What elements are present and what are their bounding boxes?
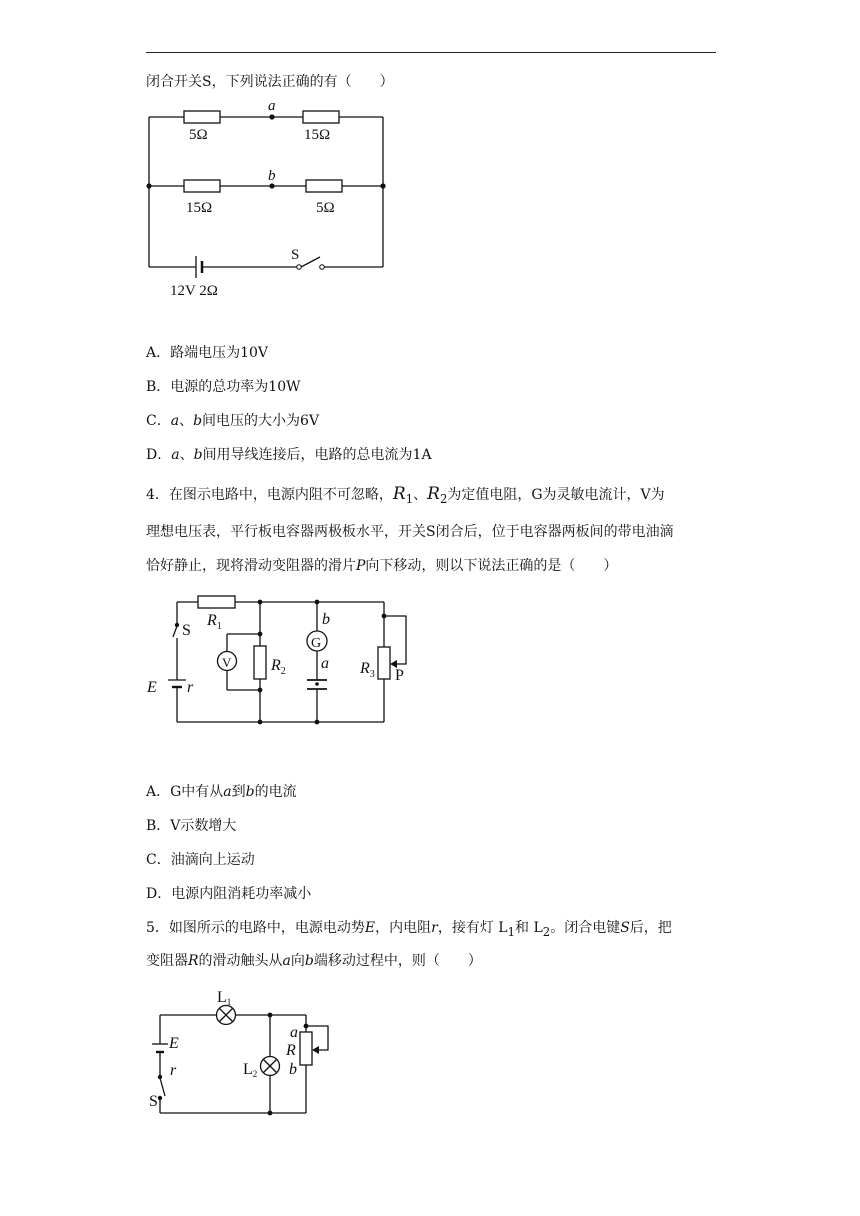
q3-node-b: b <box>268 168 276 184</box>
q3-option-a: A．路端电压为10V <box>146 345 269 361</box>
q3-circuit-figure <box>140 96 400 306</box>
header-rule <box>146 52 716 53</box>
q5-label-l2: L2 <box>243 1061 258 1079</box>
q4-label-s: S <box>182 622 191 639</box>
q5-label-s: S <box>149 1093 158 1110</box>
q3-r-top-right: 15Ω <box>304 127 331 143</box>
q3-battery-label: 12V 2Ω <box>170 283 218 299</box>
q4-stem-line3: 恰好静止，现将滑动变阻器的滑片P向下移动，则以下说法正确的是（ ） <box>146 558 618 574</box>
q4-label-r2: $R_2$ <box>271 657 286 677</box>
q5-circuit-figure <box>140 988 350 1128</box>
q3-option-c: C．a、b间电压的大小为6V <box>146 413 320 429</box>
q5-label-l1: L1 <box>217 989 232 1007</box>
q4-label-r1: $R_1$ <box>207 612 222 632</box>
q4-stem-line2: 理想电压表，平行板电容器两极板水平，开关S闭合后，位于电容器两板间的带电油滴 <box>146 524 674 540</box>
q4-label-r: r <box>187 679 194 696</box>
q5-label-r: r <box>170 1062 177 1079</box>
q4-galvanometer-g: G <box>311 636 322 651</box>
q3-option-b: B．电源的总功率为10W <box>146 379 301 395</box>
q4-option-c: C．油滴向上运动 <box>146 852 255 868</box>
q4-label-p: P <box>395 667 404 684</box>
q3-node-a: a <box>268 98 276 114</box>
q4-label-b: b <box>322 611 330 628</box>
q4-option-b: B．V示数增大 <box>146 818 237 834</box>
q5-label-a: a <box>290 1024 298 1041</box>
q4-label-e: E <box>147 679 157 696</box>
q5-stem-line2: 变阻器R的滑动触头从a向b端移动过程中，则（ ） <box>146 953 482 969</box>
q4-option-a: A．G中有从a到b的电流 <box>146 784 297 800</box>
q5-label-b: b <box>289 1061 297 1078</box>
q3-option-d: D．a、b间用导线连接后，电路的总电流为1A <box>146 447 432 463</box>
q4-label-a: a <box>321 655 329 672</box>
q3-intro: 闭合开关S，下列说法正确的有（ ） <box>146 74 394 90</box>
q5-label-e: E <box>169 1035 179 1052</box>
q5-label-rheostat-r: R <box>286 1042 296 1059</box>
q3-r-bot-right: 5Ω <box>316 200 335 216</box>
q4-label-r3: $R_3$ <box>360 660 375 680</box>
q4-option-d: D．电源内阻消耗功率减小 <box>146 886 312 902</box>
q3-switch-label: S <box>291 247 300 263</box>
q5-stem-line1: 5．如图所示的电路中，电源电动势E，内电阻r，接有灯 $L_1$和 $L_2$。闭合电键S后，把 <box>146 920 672 939</box>
q4-circuit-figure <box>140 588 430 738</box>
q4-voltmeter-v: V <box>222 655 232 670</box>
q4-stem-line1: 4．在图示电路中，电源内阻不可忽略，$R_1$、$R_2$为定值电阻，G为灵敏电流计，V为 <box>146 484 665 506</box>
q3-r-bot-left: 15Ω <box>186 200 213 216</box>
q3-r-top-left: 5Ω <box>189 127 208 143</box>
